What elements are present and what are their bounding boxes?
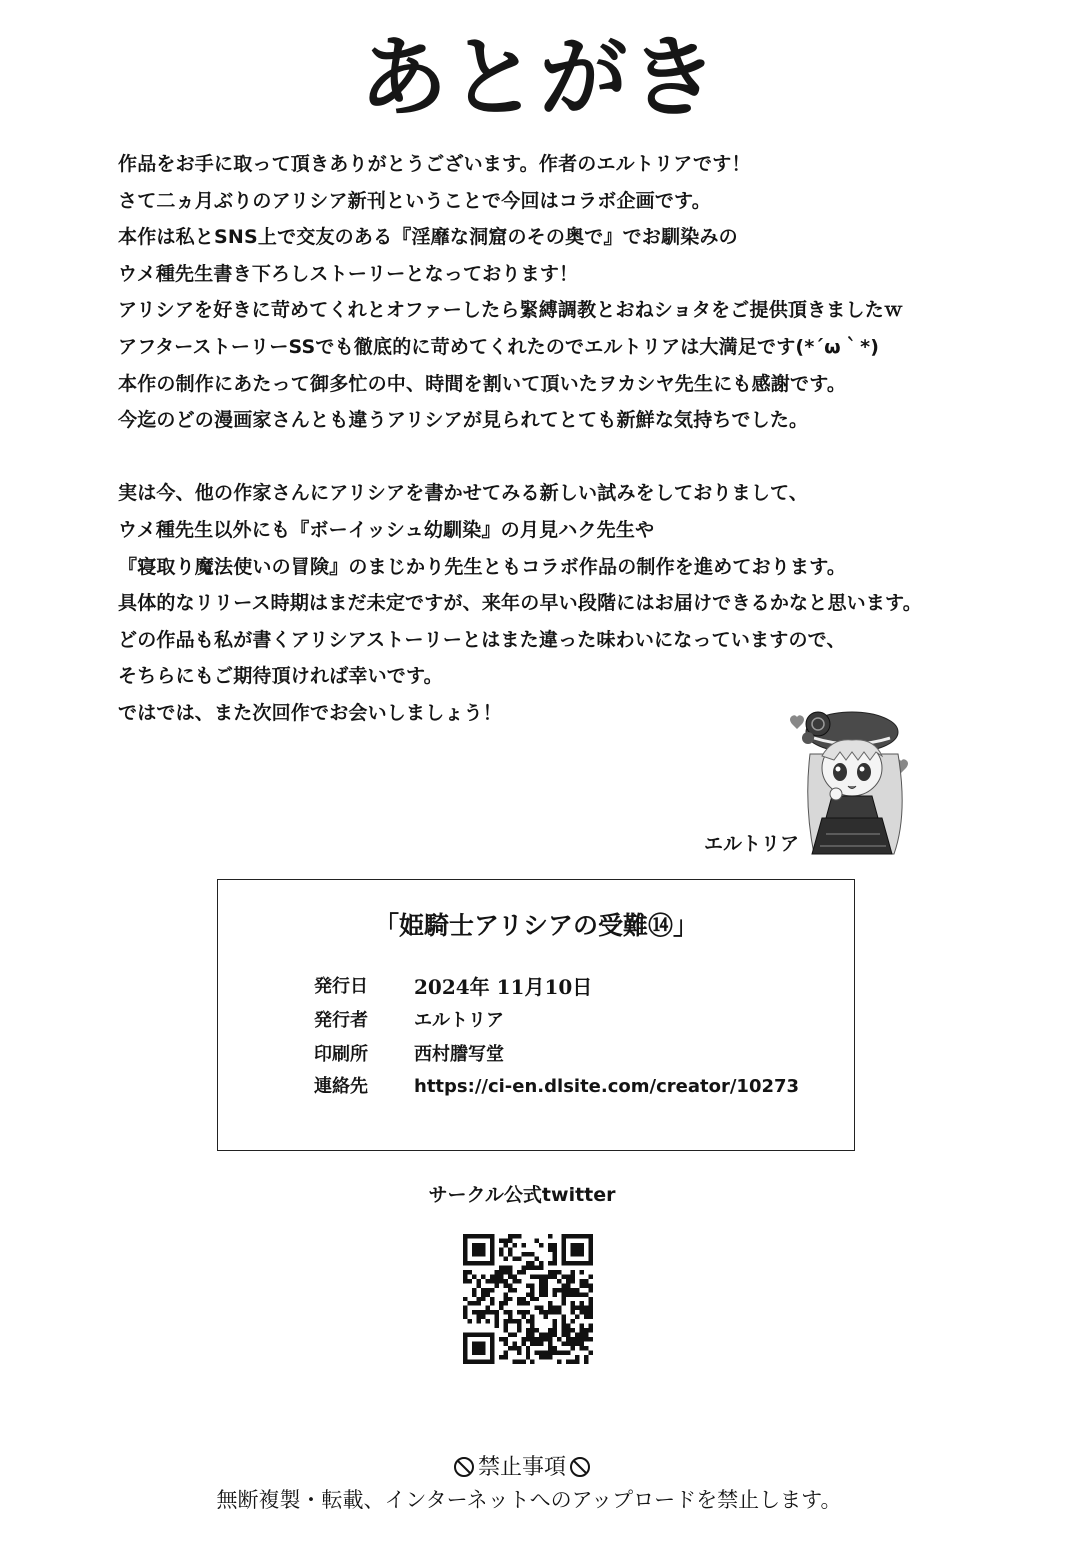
afterword-line: 実は今、他の作家さんにアリシアを書かせてみる新しい試みをしておりまして、	[118, 482, 809, 505]
afterword-line: 作品をお手に取って頂きありがとうございます。作者のエルトリアです！	[118, 153, 751, 175]
afterword-line: 本作は私とSNS上で交友のある『淫靡な洞窟のその奥で』でお馴染みの	[118, 226, 738, 249]
afterword-text	[118, 146, 1068, 732]
colophon-value: エルトリア	[414, 1010, 504, 1031]
afterword-line: アフターストーリーSSでも徹底的に苛めてくれたのでエルトリアは大満足です(*´ω｀*)	[118, 335, 880, 358]
colophon-label: 発行者	[314, 1010, 368, 1031]
colophon-row-contact	[314, 1071, 834, 1103]
book-title: 「姫騎士アリシアの受難⑭」	[373, 911, 698, 940]
prohibited-heading	[0, 1452, 1044, 1484]
colophon-value: 西村謄写堂	[414, 1044, 504, 1065]
afterword-line: ウメ種先生以外にも『ボーイッシュ幼馴染』の月見ハク先生や	[118, 518, 655, 541]
prohibited-notice: 無断複製・転載、インターネットへのアップロードを禁止します。	[216, 1488, 842, 1512]
afterword-line: さて二ヵ月ぶりのアリシア新刊ということで今回はコラボ企画です。	[118, 189, 711, 212]
afterword-line: 具体的なリリース時期はまだ未定ですが、来年の早い段階にはお届けできるかなと思います。	[118, 592, 922, 615]
colophon-label: 発行日	[314, 976, 368, 997]
colophon-label: 印刷所	[314, 1044, 368, 1065]
colophon-row-printer	[314, 1039, 834, 1071]
afterword-line: どの作品も私が書くアリシアストーリーとはまた違った味わいになっていますので、	[118, 628, 846, 651]
prohibited-title: 禁止事項	[477, 1455, 566, 1480]
paragraph-gap	[118, 439, 1068, 476]
afterword-line: ではでは、また次回作でお会いしましょう！	[118, 701, 503, 724]
page-title: あとがき	[359, 25, 720, 129]
twitter-label: サークル公式twitter	[428, 1184, 616, 1206]
afterword-line: ウメ種先生書き下ろしストーリーとなっております！	[118, 262, 579, 285]
colophon-row-publisher	[314, 1005, 834, 1037]
afterword-line: 本作の制作にあたって御多忙の中、時間を割いて頂いたヲカシヤ先生にも感謝です。	[118, 372, 847, 395]
afterword-line: アリシアを好きに苛めてくれとオファーしたら緊縛調教とおねショタをご提供頂きましたｗ	[118, 299, 904, 322]
colophon-value: 2024年 11月10日	[414, 975, 593, 999]
contact-url[interactable]: https://ci-en.dlsite.com/creator/10273	[414, 1076, 800, 1097]
prohibited-icon	[454, 1457, 474, 1477]
author-signature: エルトリア	[704, 833, 800, 855]
prohibited-icon	[570, 1457, 590, 1477]
afterword-line: そちらにもご期待頂ければ幸いです。	[118, 665, 443, 688]
twitter-qr-code[interactable]	[463, 1234, 593, 1364]
colophon-box	[217, 879, 855, 1151]
author-chibi-illustration	[786, 694, 918, 864]
afterword-line: 今迄のどの漫画家さんとも違うアリシアが見られてとても新鮮な気持ちでした。	[118, 409, 809, 432]
colophon-row-publish-date	[314, 971, 834, 1003]
afterword-line: 『寝取り魔法使いの冒険』のまじかり先生ともコラボ作品の制作を進めております。	[118, 555, 847, 578]
colophon-label: 連絡先	[314, 1076, 368, 1097]
